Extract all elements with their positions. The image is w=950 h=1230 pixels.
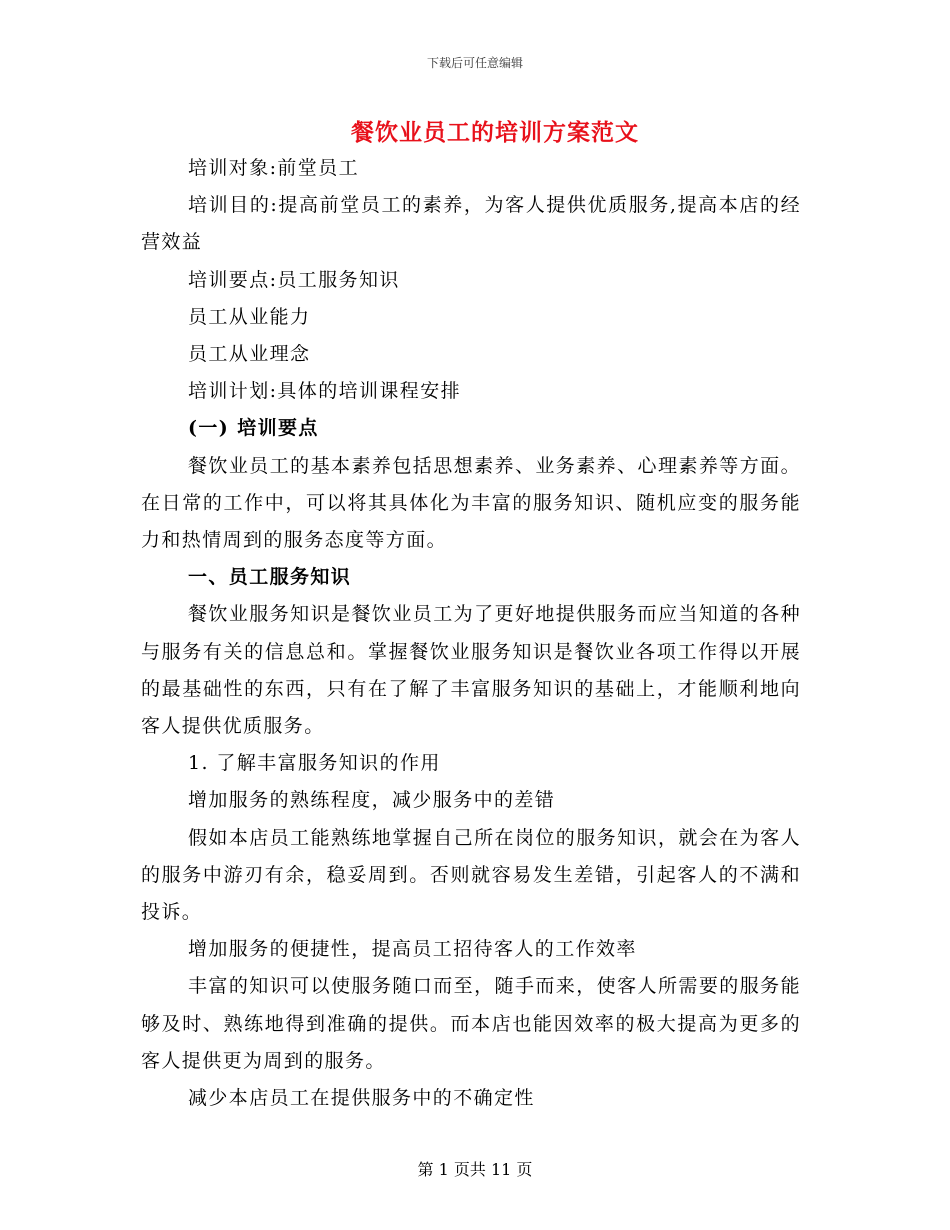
page-number: 第 1 页共 11 页 xyxy=(417,1160,533,1179)
paragraph-convenience-detail: 丰富的知识可以使服务随口而至，随手而来，使客人所需要的服务能够及时、熟练地得到准确的提供。而本店也能因效率的极大提高为更多的客人提供更为周到的服务。 xyxy=(141,975,801,1072)
paragraph-service-knowledge: 餐饮业服务知识是餐饮业员工为了更好地提供服务而应当知道的各种与服务有关的信息总和。掌握餐饮业服务知识是餐饮业各项工作得以开展的最基础性的东西，只有在了解了丰富服务知识的基础上，才能顺利地向客人提供优质服务。 xyxy=(141,603,801,738)
paragraph-ability: 员工从业能力 xyxy=(188,305,311,328)
paragraph-reduce-uncertainty: 减少本店员工在提供服务中的不确定性 xyxy=(188,1087,535,1110)
paragraph-training-target: 培训对象:前堂员工 xyxy=(188,157,360,179)
paragraph-training-points: 培训要点:员工服务知识 xyxy=(188,268,400,291)
paragraph-philosophy: 员工从业理念 xyxy=(188,343,311,366)
paragraph-proficiency-detail: 假如本店员工能熟练地掌握自己所在岗位的服务知识，就会在为客人的服务中游刃有余，稳妥周到。否则就容易发生差错，引起客人的不满和投诉。 xyxy=(141,826,801,924)
paragraph-proficiency: 增加服务的熟练程度，减少服务中的差错 xyxy=(188,789,556,812)
paragraph-basic-qualities: 餐饮业员工的基本素养包括思想素养、业务素养、心理素养等方面。在日常的工作中，可以将其具体化为丰富的服务知识、随机应变的服务能力和热情周到的服务态度等方面。 xyxy=(141,454,801,552)
subheading-knowledge-role: 1. 了解丰富服务知识的作用 xyxy=(188,752,441,775)
paragraph-convenience: 增加服务的便捷性，提高员工招待客人的工作效率 xyxy=(188,938,637,961)
document-title: 餐饮业员工的培训方案范文 xyxy=(351,119,639,146)
header-note: 下载后可任意编辑 xyxy=(426,56,523,70)
document-body xyxy=(141,150,801,1117)
paragraph-training-purpose: 培训目的:提高前堂员工的素养，为客人提供优质服务,提高本店的经营效益 xyxy=(141,194,801,254)
section-heading-service-knowledge: 一、员工服务知识 xyxy=(188,566,352,589)
section-heading-training-points: (一) 培训要点 xyxy=(188,417,319,440)
paragraph-training-plan: 培训计划:具体的培训课程安排 xyxy=(188,380,462,403)
